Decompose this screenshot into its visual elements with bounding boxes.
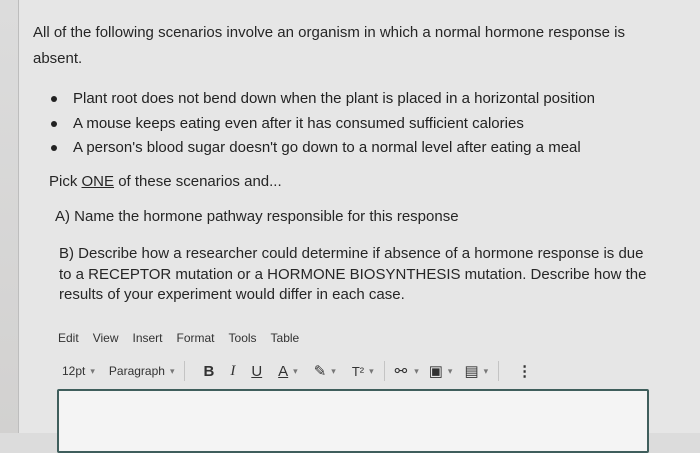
- block-format-select[interactable]: [109, 364, 175, 378]
- menu-insert[interactable]: Insert: [132, 331, 163, 345]
- scenario-text: A person's blood sugar doesn't go down to a normal level after eating a meal: [73, 139, 581, 156]
- list-item: [49, 112, 669, 137]
- toolbar-divider: [384, 361, 385, 381]
- scenario-text: Plant root does not bend down when the plant is placed in a horizontal position: [73, 90, 596, 107]
- image-icon: ▣: [428, 363, 443, 380]
- highlight-button[interactable]: [306, 362, 336, 380]
- image-button[interactable]: [429, 362, 453, 380]
- bullet-icon: [51, 121, 57, 127]
- text-color-button[interactable]: [270, 363, 298, 380]
- font-size-select[interactable]: [62, 364, 95, 378]
- answer-text-area[interactable]: [57, 389, 649, 453]
- toolbar-divider: [184, 361, 185, 381]
- menu-view[interactable]: View: [92, 331, 119, 345]
- underline-button[interactable]: U: [251, 362, 263, 380]
- highlight-icon: ✎: [313, 363, 327, 380]
- more-options-icon[interactable]: ⋮: [517, 363, 533, 380]
- menu-edit[interactable]: Edit: [58, 331, 79, 345]
- pick-emphasis: ONE: [81, 173, 115, 190]
- superscript-icon: T²: [351, 363, 365, 379]
- font-size-value: 12pt: [62, 364, 86, 378]
- chevron-down-icon: ▾: [169, 365, 175, 376]
- part-b-prompt: B) Describe how a researcher could determine if absence of a hormone response is due to a RECEPTOR mutation or a HORMONE BIOSYNTHESIS mutation. Describe how the results of your experiment would differ in each case.: [59, 245, 647, 303]
- link-icon: ⚯: [394, 363, 408, 380]
- chevron-down-icon: ▾: [483, 365, 489, 376]
- chevron-down-icon: ▾: [447, 365, 453, 376]
- list-item: [49, 87, 669, 112]
- menu-tools[interactable]: Tools: [228, 331, 257, 345]
- text-color-icon: A: [278, 362, 289, 380]
- superscript-button[interactable]: [344, 364, 374, 379]
- editor-toolbar: [62, 360, 642, 382]
- link-button[interactable]: [395, 362, 419, 380]
- editor-menubar: [58, 331, 299, 345]
- chevron-down-icon: ▾: [331, 365, 336, 376]
- pick-suffix: of these scenarios and...: [114, 173, 282, 190]
- chevron-down-icon: ▾: [369, 365, 374, 376]
- menu-table[interactable]: Table: [270, 331, 300, 345]
- question-intro: All of the following scenarios involve an organism in which a normal hormone response is absent.: [33, 24, 625, 67]
- pick-prefix: Pick: [49, 173, 82, 190]
- scenario-list: [49, 87, 669, 161]
- media-icon: ▤: [464, 363, 479, 380]
- block-format-value: Paragraph: [108, 364, 165, 378]
- bold-button[interactable]: B: [203, 362, 215, 380]
- chevron-down-icon: ▾: [90, 365, 95, 376]
- chevron-down-icon: ▾: [414, 365, 419, 376]
- list-item: [49, 136, 669, 161]
- media-button[interactable]: [464, 362, 488, 380]
- scenario-text: A mouse keeps eating even after it has consumed sufficient calories: [73, 114, 524, 132]
- toolbar-divider: [498, 361, 499, 381]
- chevron-down-icon: ▾: [293, 365, 298, 376]
- menu-format[interactable]: Format: [176, 331, 215, 345]
- bullet-icon: [51, 145, 57, 151]
- bullet-icon: [51, 96, 57, 102]
- pick-instruction: [49, 172, 282, 192]
- part-a-prompt: A) Name the hormone pathway responsible for this response: [55, 208, 459, 225]
- italic-button[interactable]: I: [230, 362, 236, 379]
